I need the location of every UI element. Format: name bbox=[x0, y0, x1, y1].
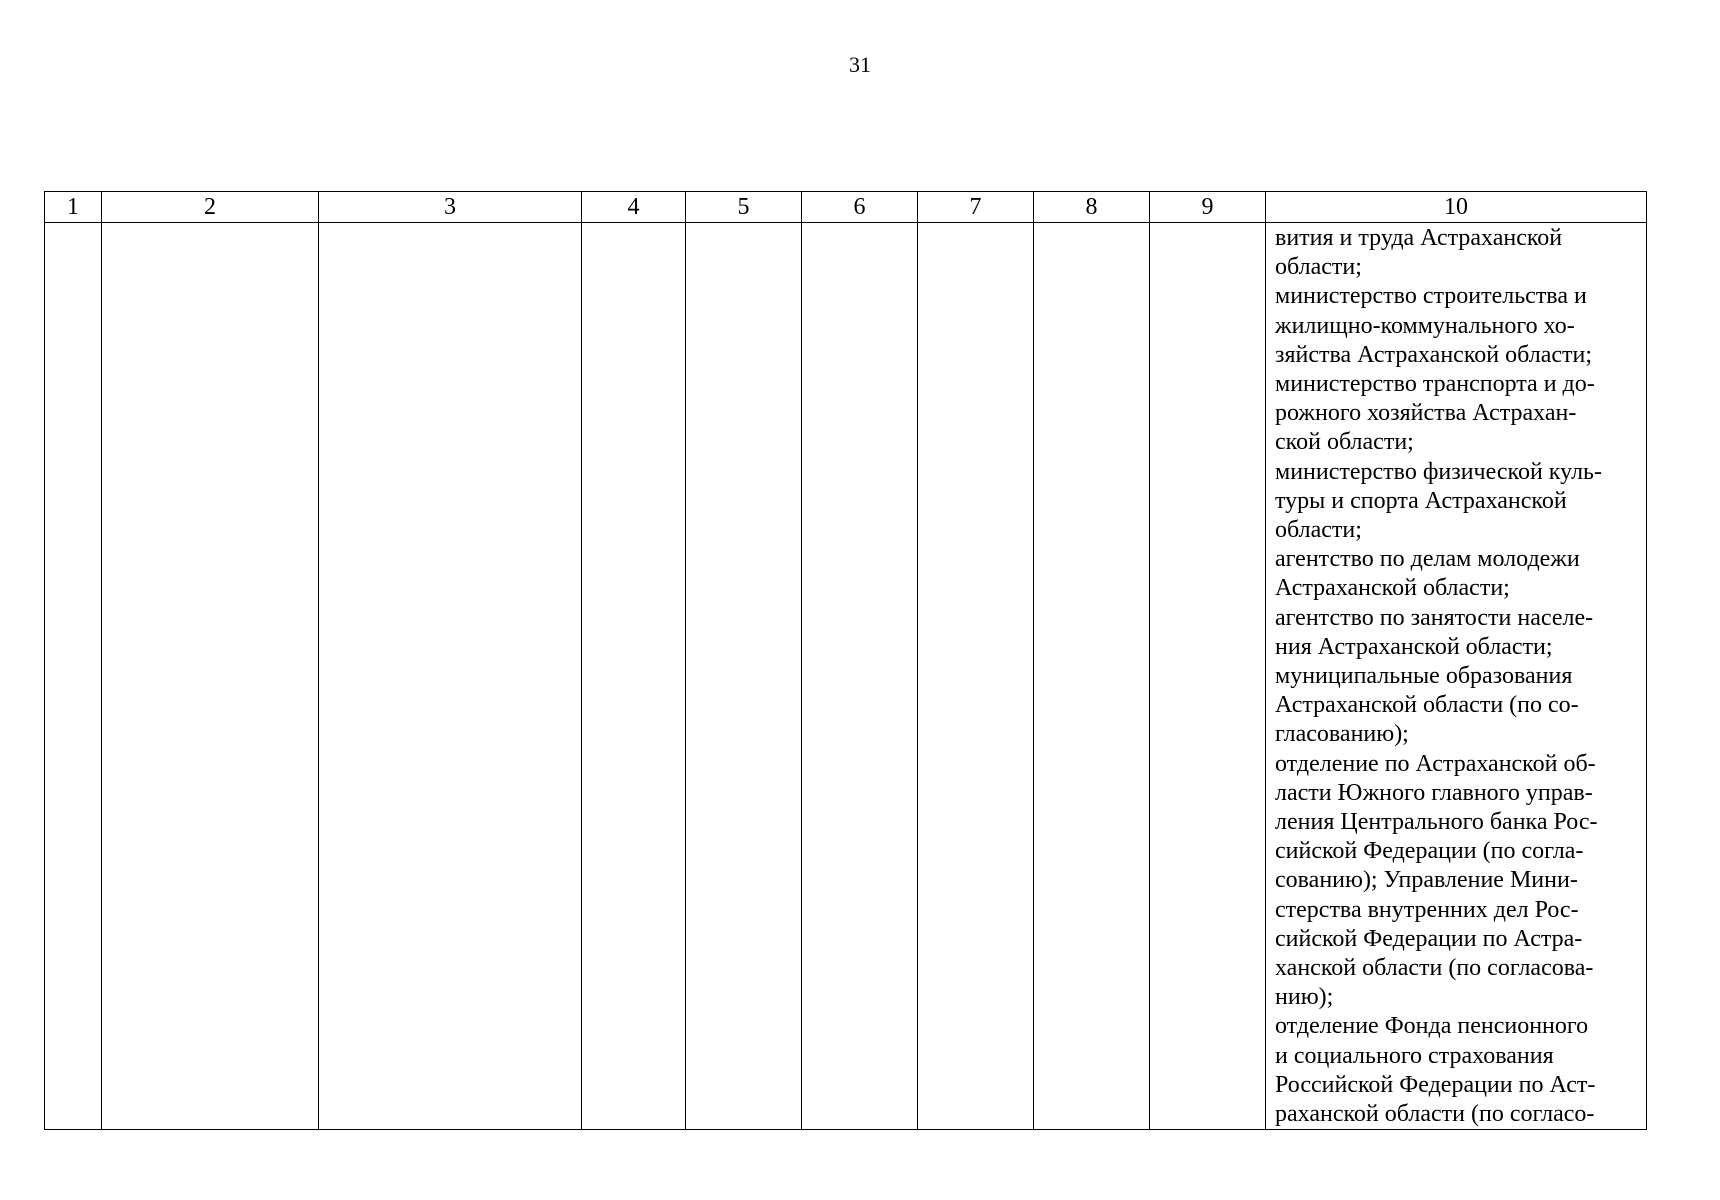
table-header-row bbox=[45, 192, 1647, 223]
text-line: сийской Федерации по Астра- bbox=[1275, 925, 1583, 952]
text-line: агентство по занятости населе- bbox=[1275, 604, 1594, 631]
table-cell-col-2 bbox=[102, 223, 319, 1130]
text-line: министерство транспорта и до- bbox=[1275, 371, 1595, 398]
table-cell-col-5 bbox=[686, 223, 802, 1130]
table-cell-col-3 bbox=[319, 223, 582, 1130]
text-line: рожного хозяйства Астрахан- bbox=[1275, 400, 1577, 427]
text-line: нию); bbox=[1275, 984, 1334, 1011]
column-header-5: 5 bbox=[686, 192, 802, 223]
table-cell-col-10 bbox=[1266, 223, 1647, 1130]
column-header-7: 7 bbox=[918, 192, 1034, 223]
table-cell-col-1 bbox=[45, 223, 102, 1130]
text-line: ления Центрального банка Рос- bbox=[1275, 809, 1598, 836]
text-line: Астраханской области (по со- bbox=[1275, 692, 1579, 719]
column-header-9: 9 bbox=[1150, 192, 1266, 223]
page-number: 31 bbox=[849, 52, 871, 77]
text-line: стерства внутренних дел Рос- bbox=[1275, 896, 1579, 923]
text-line: агентство по делам молодежи bbox=[1275, 546, 1580, 573]
text-line: сованию); Управление Мини- bbox=[1275, 867, 1578, 894]
table-cell-col-9 bbox=[1150, 223, 1266, 1130]
text-line: муниципальные образования bbox=[1275, 663, 1573, 690]
text-line: ханской области (по согласова- bbox=[1275, 955, 1594, 982]
text-line: ния Астраханской области; bbox=[1275, 633, 1553, 660]
text-line: области; bbox=[1275, 254, 1362, 281]
column-header-6: 6 bbox=[802, 192, 918, 223]
text-line: сийской Федерации (по согла- bbox=[1275, 838, 1584, 865]
column-header-3: 3 bbox=[319, 192, 582, 223]
table-row bbox=[45, 223, 1647, 1130]
text-line: гласованию); bbox=[1275, 721, 1409, 748]
text-line: области; bbox=[1275, 517, 1362, 544]
text-line: туры и спорта Астраханской bbox=[1275, 487, 1567, 514]
text-line: министерство строительства и bbox=[1275, 283, 1587, 310]
column-header-4: 4 bbox=[582, 192, 686, 223]
column-header-1: 1 bbox=[45, 192, 102, 223]
table-cell-col-6 bbox=[802, 223, 918, 1130]
column-header-10: 10 bbox=[1266, 192, 1647, 223]
table-cell-col-7 bbox=[918, 223, 1034, 1130]
text-line: отделение Фонда пенсионного bbox=[1275, 1013, 1589, 1040]
text-line: министерство физической куль- bbox=[1275, 458, 1602, 485]
text-line: зяйства Астраханской области; bbox=[1275, 341, 1593, 368]
column-10-text bbox=[1266, 223, 1646, 1129]
column-header-8: 8 bbox=[1034, 192, 1150, 223]
document-table bbox=[44, 191, 1647, 1130]
text-line: ской области; bbox=[1275, 429, 1414, 456]
text-line: раханской области (по согласо- bbox=[1275, 1101, 1595, 1128]
text-line: отделение по Астраханской об- bbox=[1275, 750, 1596, 777]
text-line: жилищно-коммунального хо- bbox=[1275, 312, 1575, 339]
text-line: вития и труда Астраханской bbox=[1275, 225, 1563, 251]
text-line: ласти Южного главного управ- bbox=[1275, 779, 1593, 806]
text-line: Российской Федерации по Аст- bbox=[1275, 1071, 1596, 1098]
table-cell-col-8 bbox=[1034, 223, 1150, 1130]
text-line: и социального страхования bbox=[1275, 1042, 1554, 1069]
text-line: Астраханской области; bbox=[1275, 575, 1510, 602]
table-cell-col-4 bbox=[582, 223, 686, 1130]
column-header-2: 2 bbox=[102, 192, 319, 223]
